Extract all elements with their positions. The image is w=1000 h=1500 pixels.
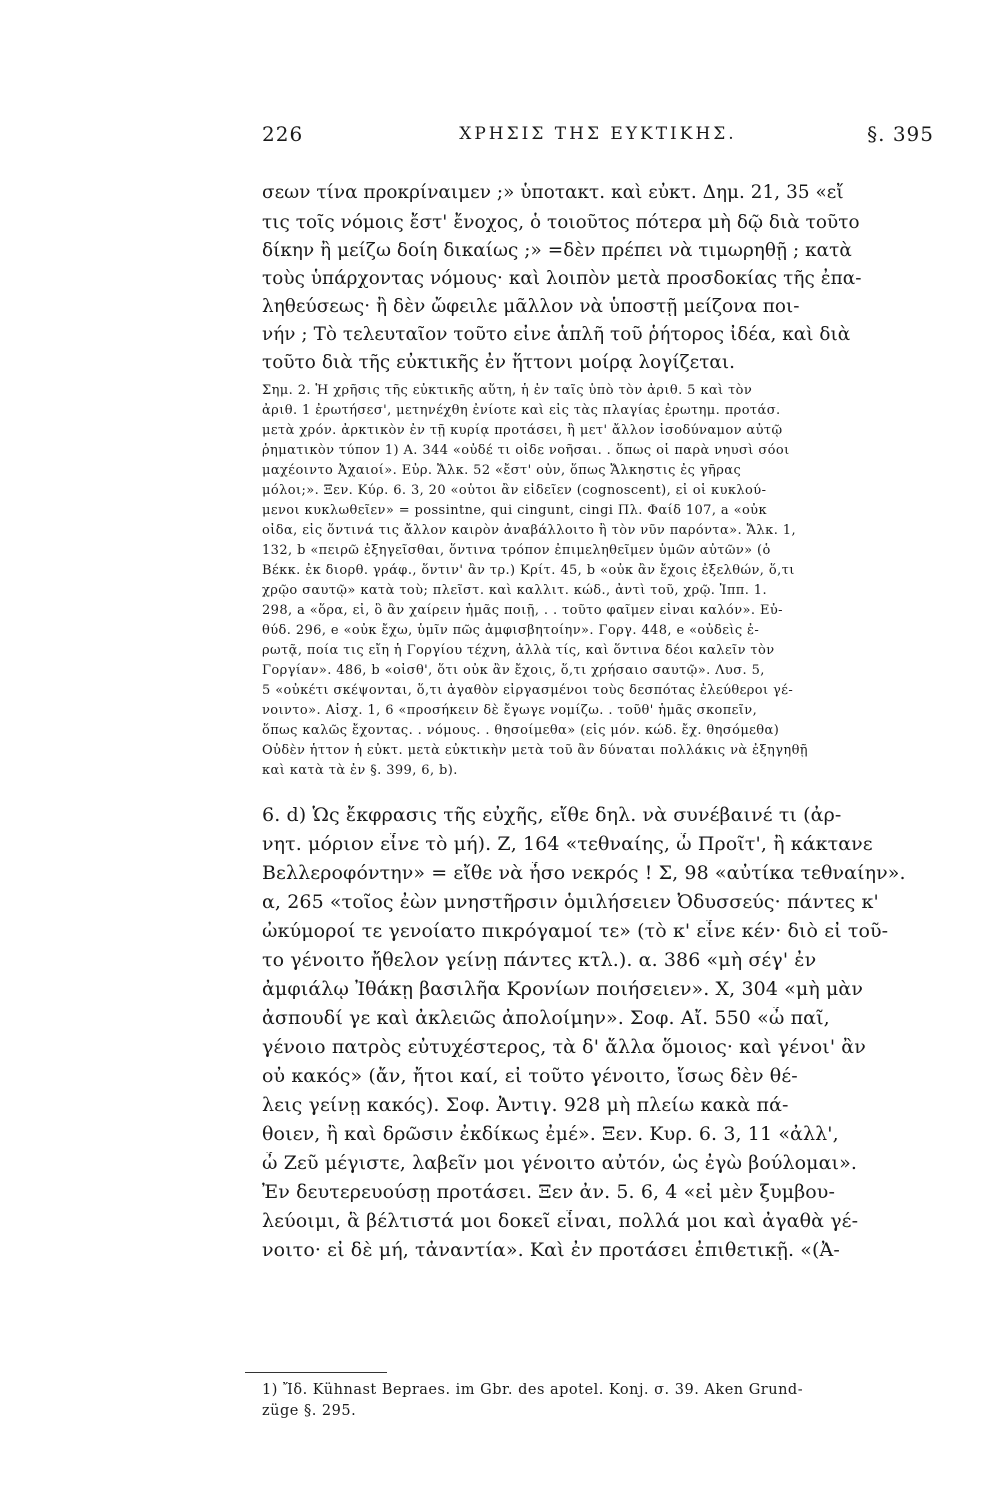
text-line: σεων τίνα προκρίναιμεν ;» ὑποτακτ. καὶ εὐκτ. Δημ. 21, 35 «εἴ (262, 182, 844, 203)
text-line: θοιεν, ἢ καὶ δρῶσιν ἐκδίκως ἐμέ». Ξεν. Κυρ. 6. 3, 11 «ἀλλ', (262, 1123, 839, 1145)
note-line: χρῷο σαυτῷ» κατὰ τοὺ; πλεῖστ. καὶ καλλιτ. κώδ., ἀντὶ τοῦ, χρῷ. Ἱππ. 1. (262, 583, 768, 598)
note-line: ἀριθ. 1 ἐρωτήσεσ', μετηνέχθη ἐνίοτε καὶ εἰς τὰς πλαγίας ἐρωτημ. προτάσ. (262, 403, 781, 418)
text-line: ὠκύμοροί τε γενοίατο πικρόγαμοί τε» (τὸ κ' εἶνε κέν· διὸ εἰ τοῦ- (262, 920, 889, 942)
text-line: το γένοιτο ἤθελον γείνῃ πάντες κτλ.). α. 386 «μὴ σέγ' ἐν (262, 949, 817, 971)
note-line: οἶδα, εἰς ὅντινά τις ἄλλον καιρὸν ἀναβάλλοιτο ἢ τὸν νῦν παρόντα». Ἄλκ. 1, (262, 523, 796, 538)
text-line: τις τοῖς νόμοις ἔστ' ἔνοχος, ὁ τοιοῦτος πότερα μὴ δῷ διὰ τοῦτο (262, 212, 860, 233)
text-line: ἀμφιάλῳ Ἰθάκῃ βασιλῆα Κρονίων ποιήσειεν». Χ, 304 «μὴ μὰν (262, 978, 863, 1000)
text-line: Ἐν δευτερευούσῃ προτάσει. Ξεν ἀν. 5. 6, 4 «εἰ μὲν ξυμβου- (262, 1181, 835, 1203)
text-line: νήν ; Τὸ τελευταῖον τοῦτο εἶνε ἁπλῆ τοῦ ῥήτορος ἰδέα, καὶ διὰ (262, 324, 851, 345)
text-line: λεύοιμι, ἃ βέλτιστά μοι δοκεῖ εἶναι, πολλά μοι καὶ ἀγαθὰ γέ- (262, 1210, 859, 1232)
note-line: ρωτᾷ, ποία τις εἴη ἡ Γοργίου τέχνη, ἀλλὰ τίς, καὶ ὅντινα δέοι καλεῖν τὸν (262, 643, 775, 658)
text-line: γένοιο πατρὸς εὐτυχέστερος, τὰ δ' ἄλλα ὅμοιος· καὶ γένοι' ἂν (262, 1036, 866, 1058)
note-line: Οὐδὲν ἧττον ἡ εὐκτ. μετὰ εὐκτικὴν μετὰ τοῦ ἂν δύναται πολλάκις νὰ ἐξηγηθῇ (262, 743, 809, 758)
note-line: 132, b «πειρῶ ἐξηγεῖσθαι, ὅντινα τρόπον ἐπιμεληθεῖμεν ὑμῶν αὐτῶν» (ὁ (262, 543, 771, 558)
running-title: ΧΡΗΣΙΣ ΤΗΣ ΕΥΚΤΙΚΗΣ. (459, 124, 737, 144)
text-line: οὐ κακός» (ἄν, ἤτοι καί, εἰ τοῦτο γένοιτο, ἴσως δὲν θέ- (262, 1065, 798, 1087)
text-line: νοιτο· εἰ δὲ μή, τἀναντία». Καὶ ἐν προτάσει ἐπιθετικῇ. «(Ἀ- (262, 1239, 840, 1261)
note-line: μενοι κυκλωθεῖεν» = possintne, qui cingunt, cingi Πλ. Φαίδ 107, a «οὐκ (262, 503, 767, 518)
footnote-rule (245, 1372, 387, 1373)
note-line: Σημ. 2. Ἡ χρῆσις τῆς εὐκτικῆς αὕτη, ἡ ἐν ταῖς ὑπὸ τὸν ἀριθ. 5 καὶ τὸν (262, 383, 753, 398)
text-line: Βελλεροφόντην» = εἴθε νὰ ἦσο νεκρός ! Σ, 98 «αὐτίκα τεθναίην». (262, 862, 906, 884)
text-line: λεις γείνῃ κακός). Σοφ. Ἀντιγ. 928 μὴ πλείω κακὰ πά- (262, 1094, 789, 1116)
note-line: ὅπως καλῶς ἔχοντας. . νόμους. . θησοίμεθα» (εἰς μόν. κώδ. ἔχ. θησόμεθα) (262, 723, 780, 738)
text-line: δίκην ἢ μείζω δοίη δικαίως ;» =δὲν πρέπει νὰ τιμωρηθῇ ; κατὰ (262, 240, 852, 261)
note-line: ῥηματικὸν τύπον 1) Α. 344 «οὐδέ τι οἶδε νοῆσαι. . ὅπως οἱ παρὰ νηυσὶ σόοι (262, 443, 790, 458)
note-line: θύδ. 296, e «οὐκ ἔχω, ὑμῖν πῶς ἀμφισβητοίην». Γοργ. 448, e «οὐδεὶς ἐ- (262, 623, 760, 638)
text-line: νητ. μόριον εἶνε τὸ μή). Ζ, 164 «τεθναίης, ὦ Προῖτ', ἢ κάκτανε (262, 833, 873, 855)
note-line: μαχέοιντο Ἀχαιοί». Εὐρ. Ἄλκ. 52 «ἔστ' οὖν, ὅπως Ἄλκηστις ἐς γῆρας (262, 463, 742, 478)
text-line: τοὺς ὑπάρχοντας νόμους· καὶ λοιπὸν μετὰ προσδοκίας τῆς ἐπα- (262, 268, 862, 289)
text-line: α, 265 «τοῖος ἐὼν μνηστῆρσιν ὁμιλήσειεν Ὀδυσσεύς· πάντες κ' (262, 891, 879, 913)
note-line: 5 «οὐκέτι σκέψονται, ὅ,τι ἀγαθὸν εἰργασμένοι τοὺς δεσπότας ἐλεύθεροι γέ- (262, 683, 794, 698)
text-line: ὦ Ζεῦ μέγιστε, λαβεῖν μοι γένοιτο αὐτόν, ὡς ἐγὼ βούλομαι». (262, 1152, 857, 1174)
note-line: μόλοι;». Ξεν. Κύρ. 6. 3, 20 «οὗτοι ἂν εἰδεῖεν (cognoscent), εἰ οἱ κυκλού- (262, 483, 767, 498)
text-line: ληθεύσεως· ἢ δὲν ὤφειλε μᾶλλον νὰ ὑποστῇ μείζονα ποι- (262, 296, 800, 317)
text-line: 6. d) Ὡς ἔκφρασις τῆς εὐχῆς, εἴθε δηλ. νὰ συνέβαινέ τι (ἀρ- (262, 804, 842, 826)
note-line: Γοργίαν». 486, b «οἶσθ', ὅτι οὐκ ἂν ἔχοις, ὅ,τι χρήσαιο σαυτῷ». Λυσ. 5, (262, 663, 765, 678)
note-line: Βέκκ. ἐκ διορθ. γράφ., ὅντιν' ἂν τρ.) Κρίτ. 45, b «οὐκ ἂν ἔχοις ἐξελθών, ὅ,τι (262, 563, 795, 578)
note-line: μετὰ χρόν. ἀρκτικὸν ἐν τῇ κυρίᾳ προτάσει, ἢ μετ' ἄλλον ἰσοδύναμον αὐτῷ (262, 423, 783, 438)
footnote-line: züge §. 295. (262, 1403, 357, 1419)
footnote-line: 1) Ἴδ. Kühnast Bepraes. im Gbr. des apotel. Konj. σ. 39. Aken Grund- (262, 1382, 804, 1398)
page-header (262, 122, 934, 152)
page-number: 226 (262, 122, 304, 146)
section-number: §. 395 (867, 122, 934, 146)
text-line: ἀσπουδί γε καὶ ἀκλειῶς ἀπολοίμην». Σοφ. Αἴ. 550 «ὦ παῖ, (262, 1007, 830, 1029)
note-line: καὶ κατὰ τὰ ἐν §. 399, 6, b). (262, 763, 458, 778)
note-line: 298, a «ὅρα, εἰ, ὃ ἂν χαίρειν ἡμᾶς ποιῇ, . . τοῦτο φαῖμεν εἶναι καλόν». Εὐ- (262, 603, 783, 618)
text-line: τοῦτο διὰ τῆς εὐκτικῆς ἐν ἥττονι μοίρᾳ λογίζεται. (262, 352, 736, 373)
note-line: νοιντο». Αἰσχ. 1, 6 «προσήκειν δὲ ἔγωγε νομίζω. . τοῦθ' ἡμᾶς σκοπεῖν, (262, 703, 758, 718)
